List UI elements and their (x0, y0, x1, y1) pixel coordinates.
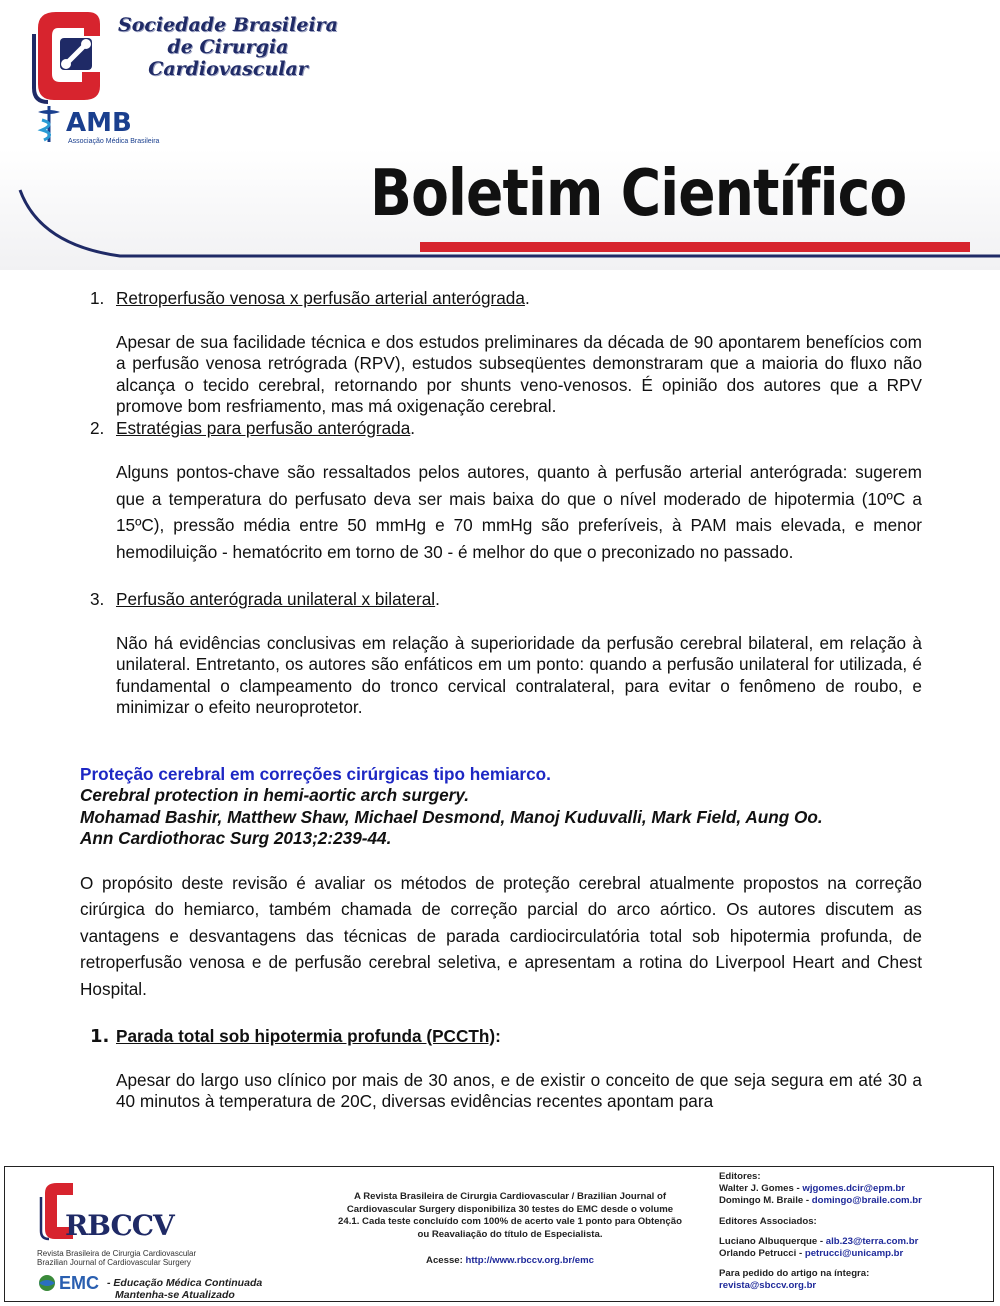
list-item-body: Alguns pontos-chave são ressaltados pelos autores, quanto à perfusão arterial anterógrada: sugerem que a temperatura do perfusato deva ser mais baixa do que o nível moderado de hipotermia (10ºC a 15ºC), pressão média entre 50 mmHg e 70 mmHg são preferíveis, à PAM mais elevada, e menor hemodiluição - hematócrito em torno de 30 - é melhor do que o preconizado no passado. (116, 462, 922, 562)
globe-icon (37, 1273, 57, 1293)
order-heading: Para pedido do artigo na íntegra: (719, 1268, 870, 1280)
list-item-body: Apesar do largo uso clínico por mais de 30 anos, e de existir o conceito de que seja segura em até 30 a 40 minutos à temperatura de 20C, diversas evidências recentes apontam para (116, 1069, 922, 1111)
footer-editors (719, 1171, 989, 1293)
amb-logo-text: AMB (66, 108, 132, 138)
list-item (80, 589, 922, 719)
editor-line (719, 1236, 989, 1248)
editors-heading: Editores: (719, 1171, 761, 1182)
list-item-number: 1. (90, 1026, 110, 1047)
list-item (80, 288, 922, 418)
reference-journal: Ann Cardiothorac Surg 2013;2:239-44. (80, 828, 392, 848)
emc-logo-text: EMC (59, 1273, 99, 1293)
emc-description: A Revista Brasileira de Cirurgia Cardiovascular / Brazilian Journal of Cardiovascular Surgery disponibiliza 30 testes do EMC desde o volume 24.1. Cada teste concluído com 100% de acerto vale 1 ponto para Obtenção ou Reavaliação do título de Especialista. (338, 1191, 682, 1240)
list-item (80, 1026, 922, 1113)
heading-suffix: . (524, 288, 530, 308)
heading-suffix: : (495, 1026, 501, 1046)
emc-tagline: - Educação Médica Continuada (107, 1277, 263, 1289)
editor-line (719, 1183, 989, 1195)
sbccv-logo-text (108, 14, 348, 80)
editor-email[interactable]: wjgomes.dcir@epm.br (802, 1183, 906, 1195)
sbccv-logo-line: de Cirurgia (167, 36, 289, 58)
editor-email[interactable]: alb.23@terra.com.br (825, 1235, 919, 1247)
rbccv-logo (35, 1173, 285, 1301)
rbccv-logo-text: RBCCV (65, 1209, 174, 1242)
list-item-number: 1. (90, 288, 105, 308)
caduceus-icon (34, 104, 64, 144)
amb-logo (34, 104, 164, 150)
sbccv-logo-line: Cardiovascular (148, 58, 308, 80)
list-item-number: 3. (90, 589, 105, 609)
editor-line (719, 1195, 989, 1207)
heading-suffix: . (435, 589, 440, 609)
list-item-body: Não há evidências conclusivas em relação à superioridade da perfusão cerebral bilateral, em relação à unilateral. Entretanto, os autores são enfáticos em um ponto: quando a perfusão unilateral for utilizada, é fundamental o clampeamento do tronco cervical contralateral, para evitar o fenômeno de roubo, e minimizar o efeito neuroprotetor. (116, 632, 922, 717)
list-item (80, 418, 922, 566)
amb-logo-subtitle: Associação Médica Brasileira (68, 138, 160, 145)
rbccv-subtitle: Brazilian Journal of Cardiovascular Surgery (37, 1258, 191, 1267)
order-email[interactable]: revista@sbccv.org.br (719, 1280, 817, 1292)
list-item-body: Apesar de sua facilidade técnica e dos estudos preliminares da década de 90 apontarem benefícios com a perfusão venosa retrógrada (RPV), estudos subseqüentes demonstraram que a maioria do fluxo não alcança o tecido cerebral, retornando por shunts veno-venosos. É opinião dos autores que a RPV promove bom resfriamento, mas má oxigenação cerebral. (116, 331, 922, 416)
reference-block (80, 764, 922, 850)
editor-email[interactable]: petrucci@unicamp.br (804, 1248, 904, 1260)
editor-line (719, 1248, 989, 1260)
heading-suffix: . (410, 417, 416, 438)
footer-emc-info (335, 1191, 685, 1268)
editor-email[interactable]: domingo@braile.com.br (811, 1195, 922, 1207)
article-content (80, 288, 922, 1113)
editor-name: Luciano Albuquerque - (719, 1235, 826, 1247)
list-item-heading: Estratégias para perfusão anterógrada (116, 417, 411, 438)
editor-name: Orlando Petrucci - (719, 1248, 805, 1260)
intro-paragraph: O propósito deste revisão é avaliar os métodos de proteção cerebral atualmente propostos na correção cirúrgica do hemiarco, também chamada de correção parcial do arco aórtico. Os autores discutem as vantagens e desvantagens das técnicas de parada cardiocirculatória total sob hipotermia profunda, de retroperfusão venosa e de perfusão cerebral seletiva, e apresentam a rotina do Liverpool Heart and Chest Hospital. (80, 872, 922, 999)
page-title: Boletim Científico (370, 157, 907, 231)
footer-box (4, 1166, 994, 1302)
reference-authors: Mohamad Bashir, Matthew Shaw, Michael Desmond, Manoj Kuduvalli, Mark Field, Aung Oo. (80, 806, 823, 827)
editor-name: Walter J. Gomes - (719, 1183, 803, 1195)
reference-title-en: Cerebral protection in hemi-aortic arch surgery. (80, 785, 470, 805)
heart-logo-icon (30, 8, 110, 104)
editor-name: Domingo M. Braile - (719, 1195, 812, 1207)
emc-link-line (335, 1255, 685, 1268)
sbccv-logo (30, 8, 338, 108)
assoc-editors-heading: Editores Associados: (719, 1215, 817, 1227)
list-item-heading: Perfusão anterógrada unilateral x bilateral (116, 589, 436, 609)
list-item-heading: Retroperfusão venosa x perfusão arterial anterógrada (116, 288, 525, 308)
list-item-number: 2. (90, 417, 105, 438)
sbccv-logo-line: Sociedade Brasileira (118, 14, 338, 36)
rbccv-subtitle: Revista Brasileira de Cirurgia Cardiovascular (37, 1249, 197, 1258)
reference-title-pt: Proteção cerebral em correções cirúrgicas tipo hemiarco. (80, 763, 551, 784)
emc-tagline: Mantenha-se Atualizado (115, 1289, 235, 1301)
emc-link[interactable]: http://www.rbccv.org.br/emc (465, 1255, 594, 1267)
acesse-label: Acesse: (426, 1255, 466, 1267)
list-item-heading: Parada total sob hipotermia profunda (PCCTh) (116, 1026, 496, 1046)
